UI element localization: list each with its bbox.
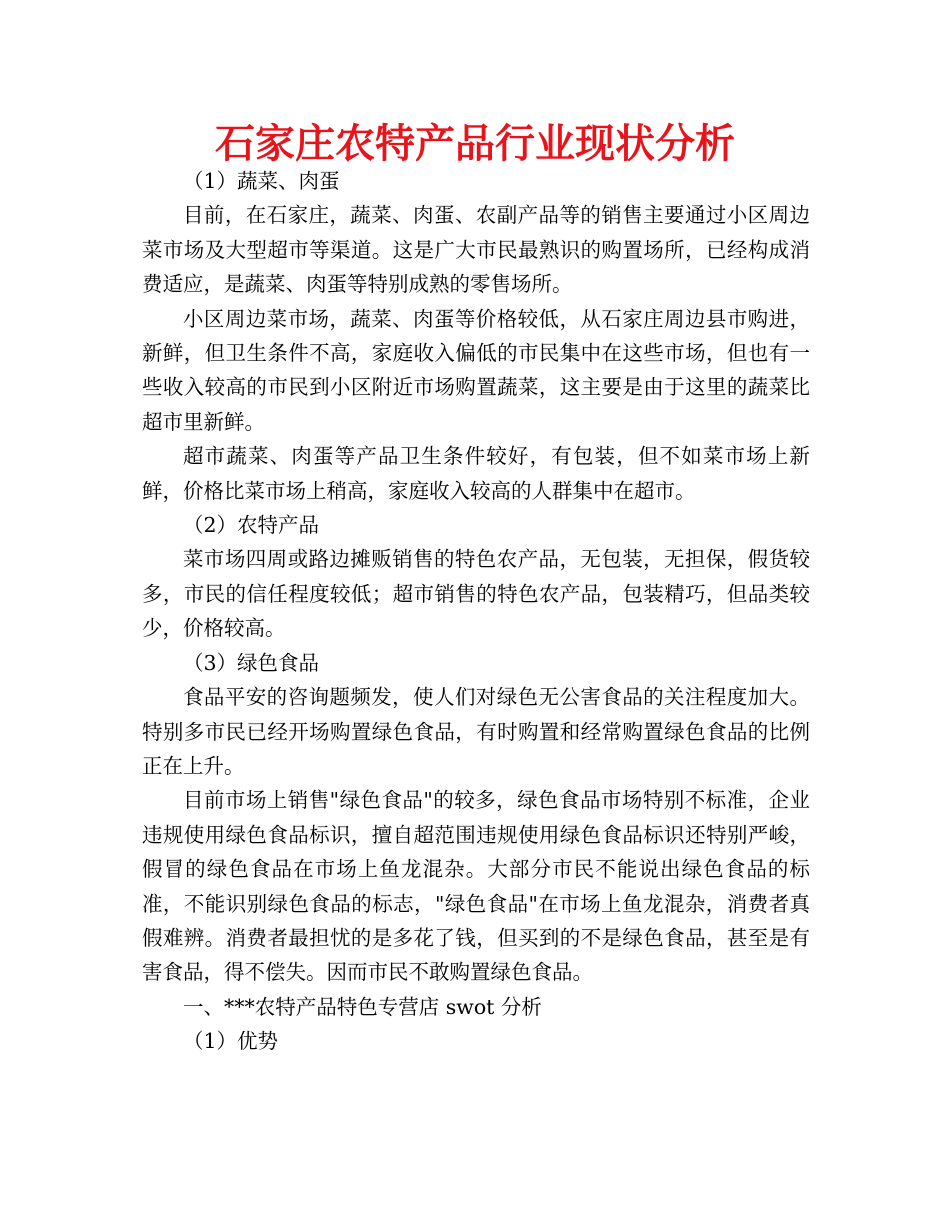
section-heading-strengths: （1）优势 — [183, 1029, 279, 1054]
section-heading-green-food: （3）绿色食品 — [183, 650, 320, 675]
paragraph: 目前市场上销售"绿色食品"的较多，绿色食品市场特别不标准，企业违规使用绿色食品标识，擅自超范围违规使用绿色食品标识还特别严峻，假冒的绿色食品在市场上鱼龙混杂。大部分市民不能说出绿色食品的标准，不能识别绿色食品的标志，"绿色食品"在市场上鱼龙混杂，消费者真假难辨。消费者最担忧的是多花了钱，但买到的不是绿色食品，甚至是有害食品，得不偿失。因而市民不敢购置绿色食品。 — [142, 788, 810, 985]
document-body — [142, 164, 810, 1059]
paragraph: 目前，在石家庄，蔬菜、肉蛋、农副产品等的销售主要通过小区周边菜市场及大型超市等渠道。这是广大市民最熟识的购置场所，已经构成消费适应，是蔬菜、肉蛋等特别成熟的零售场所。 — [142, 203, 810, 297]
section-heading-swot: 一、***农特产品特色专营店 swot 分析 — [183, 994, 542, 1019]
paragraph: 小区周边菜市场，蔬菜、肉蛋等价格较低，从石家庄周边县市购进，新鲜，但卫生条件不高，家庭收入偏低的市民集中在这些市场，但也有一些收入较高的市民到小区附近市场购置蔬菜，这主要是由于这里的蔬菜比超市里新鲜。 — [142, 306, 810, 434]
paragraph: 超市蔬菜、肉蛋等产品卫生条件较好，有包装，但不如菜市场上新鲜，价格比菜市场上稍高，家庭收入较高的人群集中在超市。 — [142, 444, 810, 503]
paragraph: 菜市场四周或路边摊贩销售的特色农产品，无包装，无担保，假货较多，市民的信任程度较低；超市销售的特色农产品，包装精巧，但品类较少，价格较高。 — [142, 547, 810, 641]
paragraph: 食品平安的咨询题频发，使人们对绿色无公害食品的关注程度加大。特别多市民已经开场购置绿色食品，有时购置和经常购置绿色食品的比例正在上升。 — [142, 685, 810, 778]
document-title: 石家庄农特产品行业现状分析 — [215, 121, 735, 167]
section-heading-vegetables: （1）蔬菜、肉蛋 — [183, 169, 340, 193]
section-heading-specialty-products: （2）农特产品 — [183, 513, 320, 538]
